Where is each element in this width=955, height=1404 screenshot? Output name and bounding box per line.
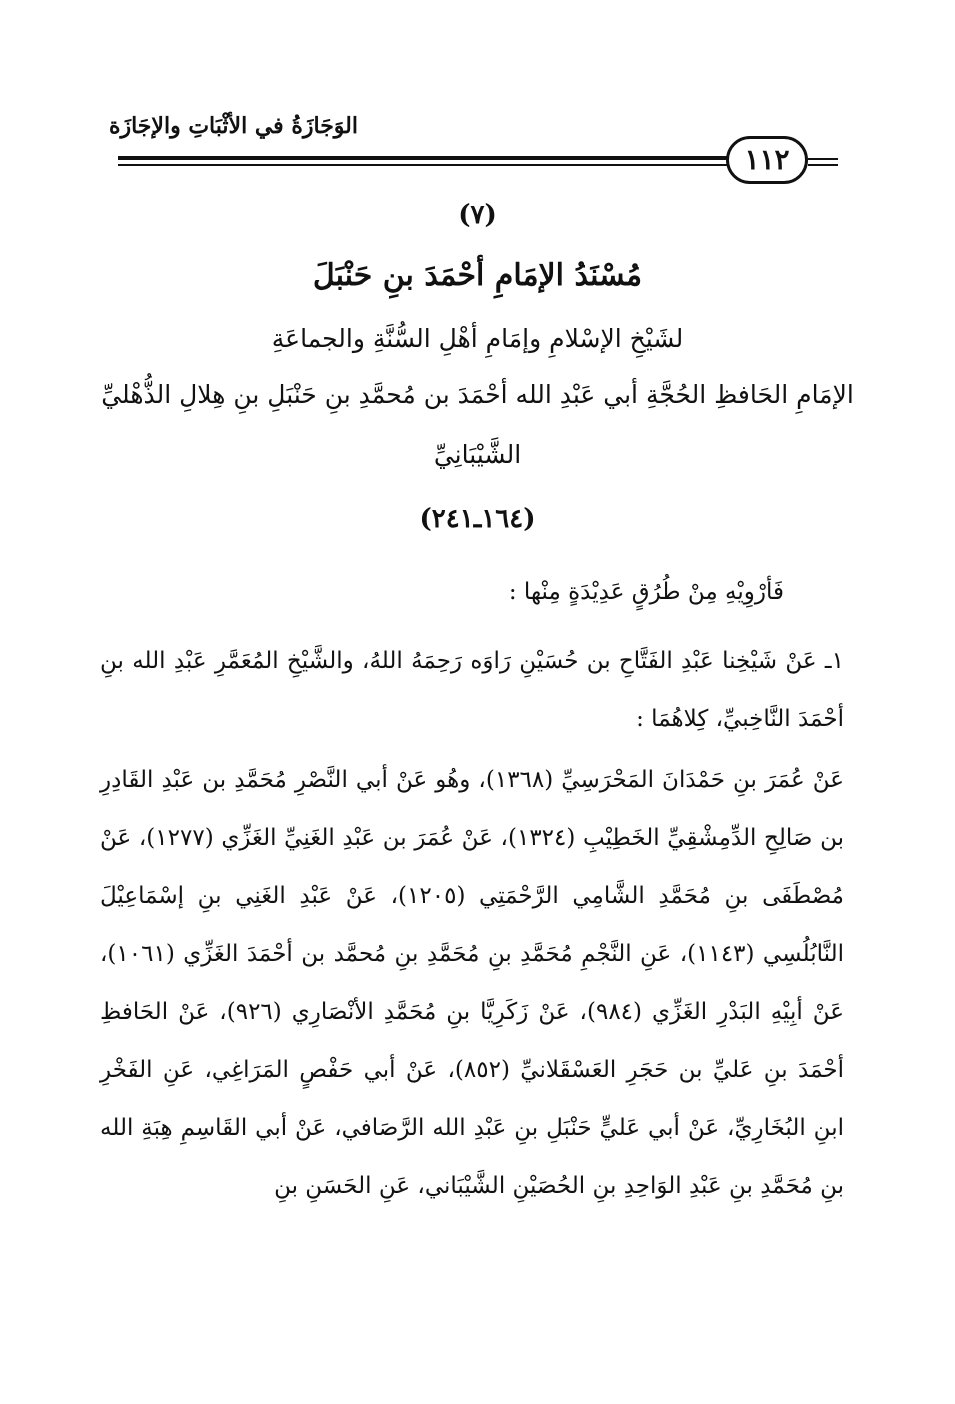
- isnad-paragraph: عَنْ عُمَرَ بنِ حَمْدَانَ المَحْرَسِيِّ (١٣٦٨)، وهُو عَنْ أبي النَّصْرِ مُحَمَّدِ بن عَبْدِ القَادِرِ بن صَالِحِ الدِّمِشْقِيِّ الخَطِيْبِ (١٣٢٤)، عَنْ عُمَرَ بن عَبْدِ الغَنِيِّ الغَزِّي (١٢٧٧)، عَنْ مُصْطَفَى بنِ مُحَمَّدِ الشَّامِي الرَّحْمَتِي (١٢٠٥)، عَنْ عَبْدِ الغَنِي بنِ إسْمَاعِيْلَ النَّابُلُسِي (١١٤٣)، عَنِ النَّجْمِ مُحَمَّدِ بنِ مُحَمَّدِ بنِ مُحمَّد بن أحْمَدَ الغَزِّي (١٠٦١)، عَنْ أبِيْهِ البَدْرِ الغَزِّي (٩٨٤)، عَنْ زَكَرِيَّا بنِ مُحَمَّدِ الأنْصَارِي (٩٢٦)، عَنْ الحَافظِ أحْمَدَ بنِ عَليِّ بن حَجَرِ العَسْقَلانيِّ (٨٥٢)، عَنْ أبي حَفْصٍ المَرَاغِي، عَنِ الفَخْرِ ابنِ البُخَارِيِّ، عَنْ أبي عَليٍّ حَنْبَلِ بنِ عَبْدِ الله الرَّصَافي، عَنْ أبي القَاسِمِ هِبَةِ الله بنِ مُحَمَّدِ بنِ عَبْدِ الوَاحِدِ بنِ الحُصَيْنِ الشَّيْبَاني، عَنِ الحَسَنِ بنِ: [100, 767, 845, 1199]
- header-rule-thick: [118, 156, 730, 160]
- running-title: الوَجَازَةُ في الأثْبَاتِ والإجَازَة: [108, 113, 358, 139]
- chain-item-1: ١ـ عَنْ شَيْخِنا عَبْدِ الفَتَّاحِ بن حُسَيْنِ رَاوَه رَحِمَهُ اللهُ، والشَّيْخِ المُعَمَّرِ عَبْدِ الله بنِ أحْمَدَ النَّاخِبيِّ، كِلاهُمَا :: [100, 648, 844, 732]
- header-rule-right-bottom: [808, 164, 838, 166]
- section-number: (٧): [458, 200, 497, 230]
- page-number-badge: [726, 136, 808, 184]
- intro-paragraph: فَأرْوِيْهِ مِنْ طُرُقٍ عَدِيْدَةٍ مِنْها :: [508, 579, 784, 605]
- author-line-continued: الشَّيْبَانِيِّ: [433, 440, 522, 469]
- section-subtitle: لشَيْخِ الإسْلامِ وإمَامِ أهْلِ السُّنَّةِ والجماعَةِ: [271, 324, 684, 353]
- author-dates: (١٦٤ـ٢٤١): [419, 504, 536, 534]
- header-rule-thin: [118, 164, 730, 166]
- header-rule-right-top: [808, 158, 838, 160]
- author-line: الإمَامِ الحَافظِ الحُجَّةِ أبي عَبْدِ الله أحْمَدَ بن مُحمَّدِ بنِ حَنْبَلِ بنِ هِلالِ الذُّهْليِّ: [101, 380, 854, 409]
- section-title: مُسْنَدُ الإمَامِ أحْمَدَ بنِ حَنْبَلَ: [312, 258, 643, 293]
- page-number: ١١٢: [744, 143, 790, 176]
